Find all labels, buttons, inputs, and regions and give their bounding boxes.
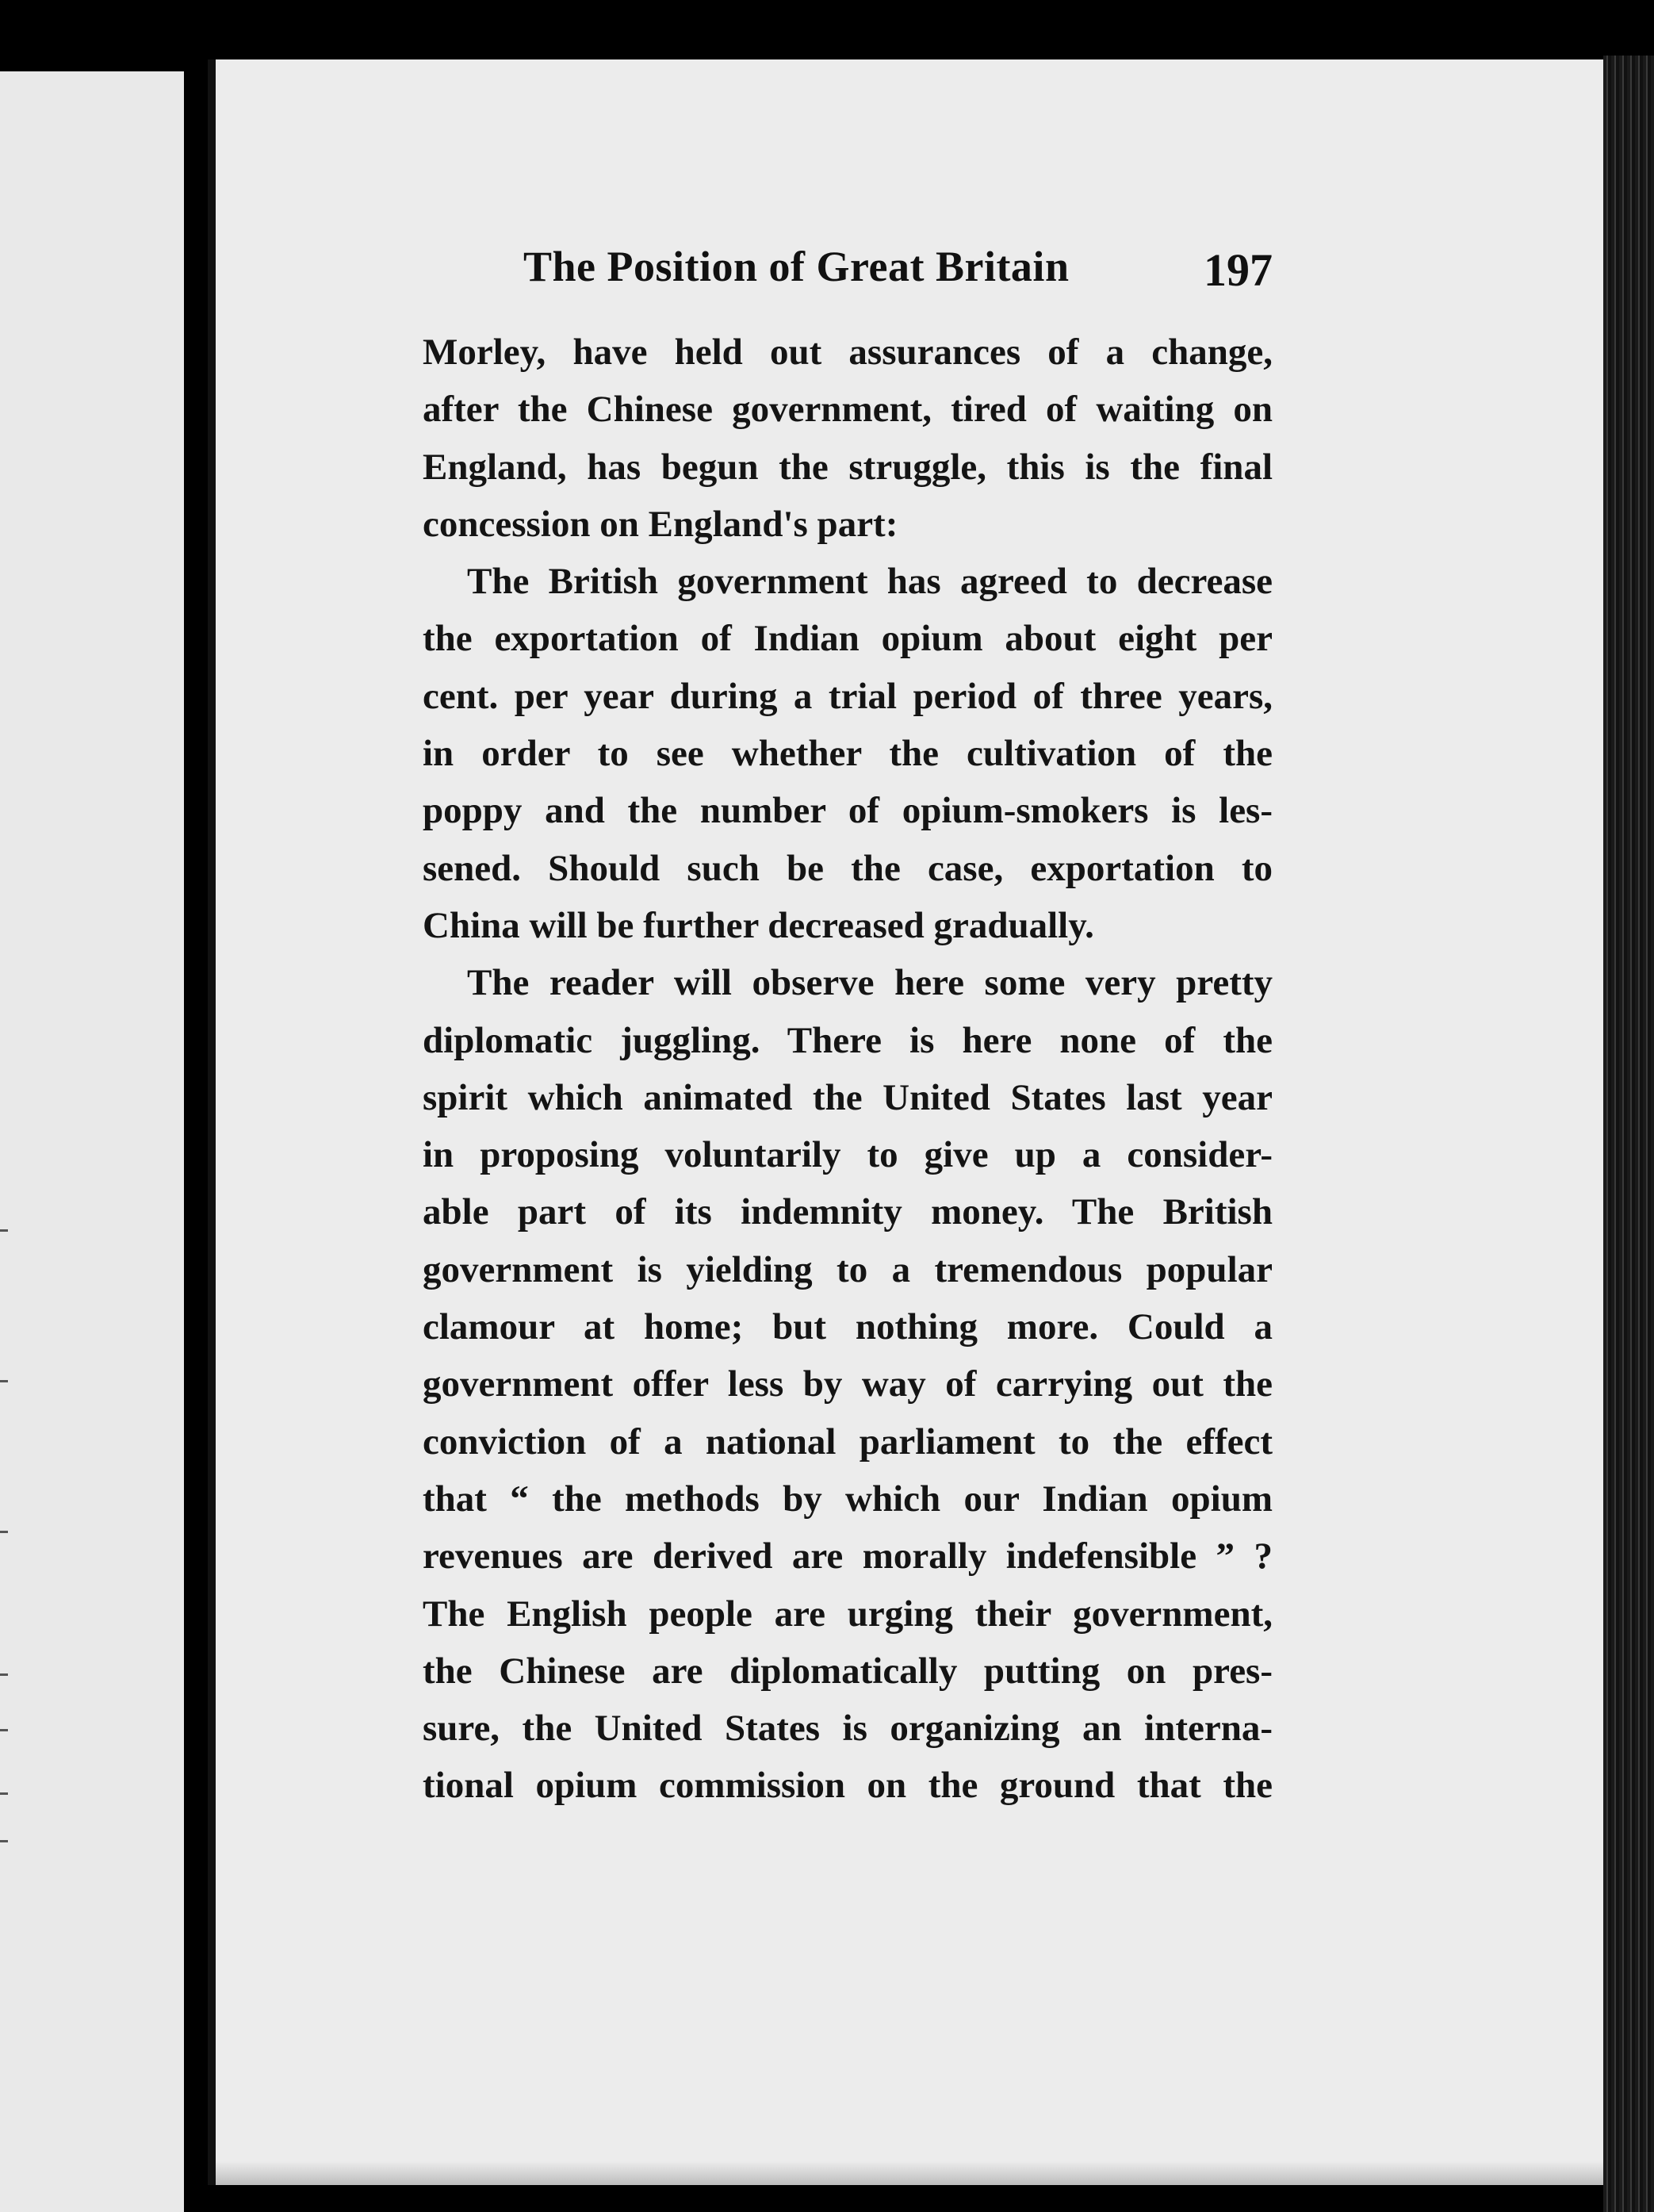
- text-line: the Chinese are diplomatically putting on pres-: [423, 1650, 1273, 1692]
- text-line: England, has begun the struggle, this is the final: [423, 446, 1273, 488]
- page-stack-edge: [1603, 56, 1654, 2212]
- text-line: government is yielding to a tremendous popular: [423, 1248, 1273, 1290]
- page-bottom-shadow: [216, 2161, 1611, 2185]
- text-line: that “ the methods by which our Indian opium: [423, 1478, 1273, 1520]
- text-line: cent. per year during a trial period of three years,: [423, 675, 1273, 717]
- text-line: The English people are urging their government,: [423, 1593, 1273, 1635]
- text-line: sure, the United States is organizing an interna-: [423, 1708, 1273, 1750]
- text-line: spirit which animated the United States last year: [423, 1076, 1273, 1118]
- text-line: Morley, have held out assurances of a change,: [423, 332, 1273, 373]
- text-line: government offer less by way of carrying out the: [423, 1363, 1273, 1405]
- text-line: diplomatic juggling. There is here none of the: [423, 1019, 1273, 1061]
- text-line: poppy and the number of opium-smokers is les-: [423, 790, 1273, 832]
- text-line: The British government has agreed to decrease: [467, 561, 1273, 603]
- text-line: clamour at home; but nothing more. Could a: [423, 1306, 1273, 1348]
- text-line: The reader will observe here some very pretty: [467, 962, 1273, 1004]
- running-title: The Position of Great Britain: [523, 243, 1070, 290]
- text-line: conviction of a national parliament to the effect: [423, 1420, 1273, 1463]
- text-line: sened. Should such be the case, exportation to: [423, 847, 1273, 889]
- body-text: [423, 324, 1273, 1815]
- text-line: tional opium commission on the ground that the: [423, 1765, 1273, 1807]
- text-line: in order to see whether the cultivation of the: [423, 733, 1273, 775]
- page-header: [523, 242, 1273, 305]
- text-line: in proposing voluntarily to give up a consider-: [423, 1134, 1273, 1176]
- text-line: China will be further decreased gradually.: [423, 904, 1094, 946]
- text-line: able part of its indemnity money. The British: [423, 1191, 1273, 1233]
- text-line: the exportation of Indian opium about eight per: [423, 618, 1273, 660]
- page-number: 197: [1204, 244, 1273, 296]
- left-page-edge-marks: [0, 71, 11, 2212]
- text-line: after the Chinese government, tired of waiting on: [423, 389, 1273, 431]
- text-line: concession on England's part:: [423, 503, 898, 545]
- left-facing-page: [0, 71, 184, 2212]
- text-line: revenues are derived are morally indefensible ” ?: [423, 1535, 1273, 1578]
